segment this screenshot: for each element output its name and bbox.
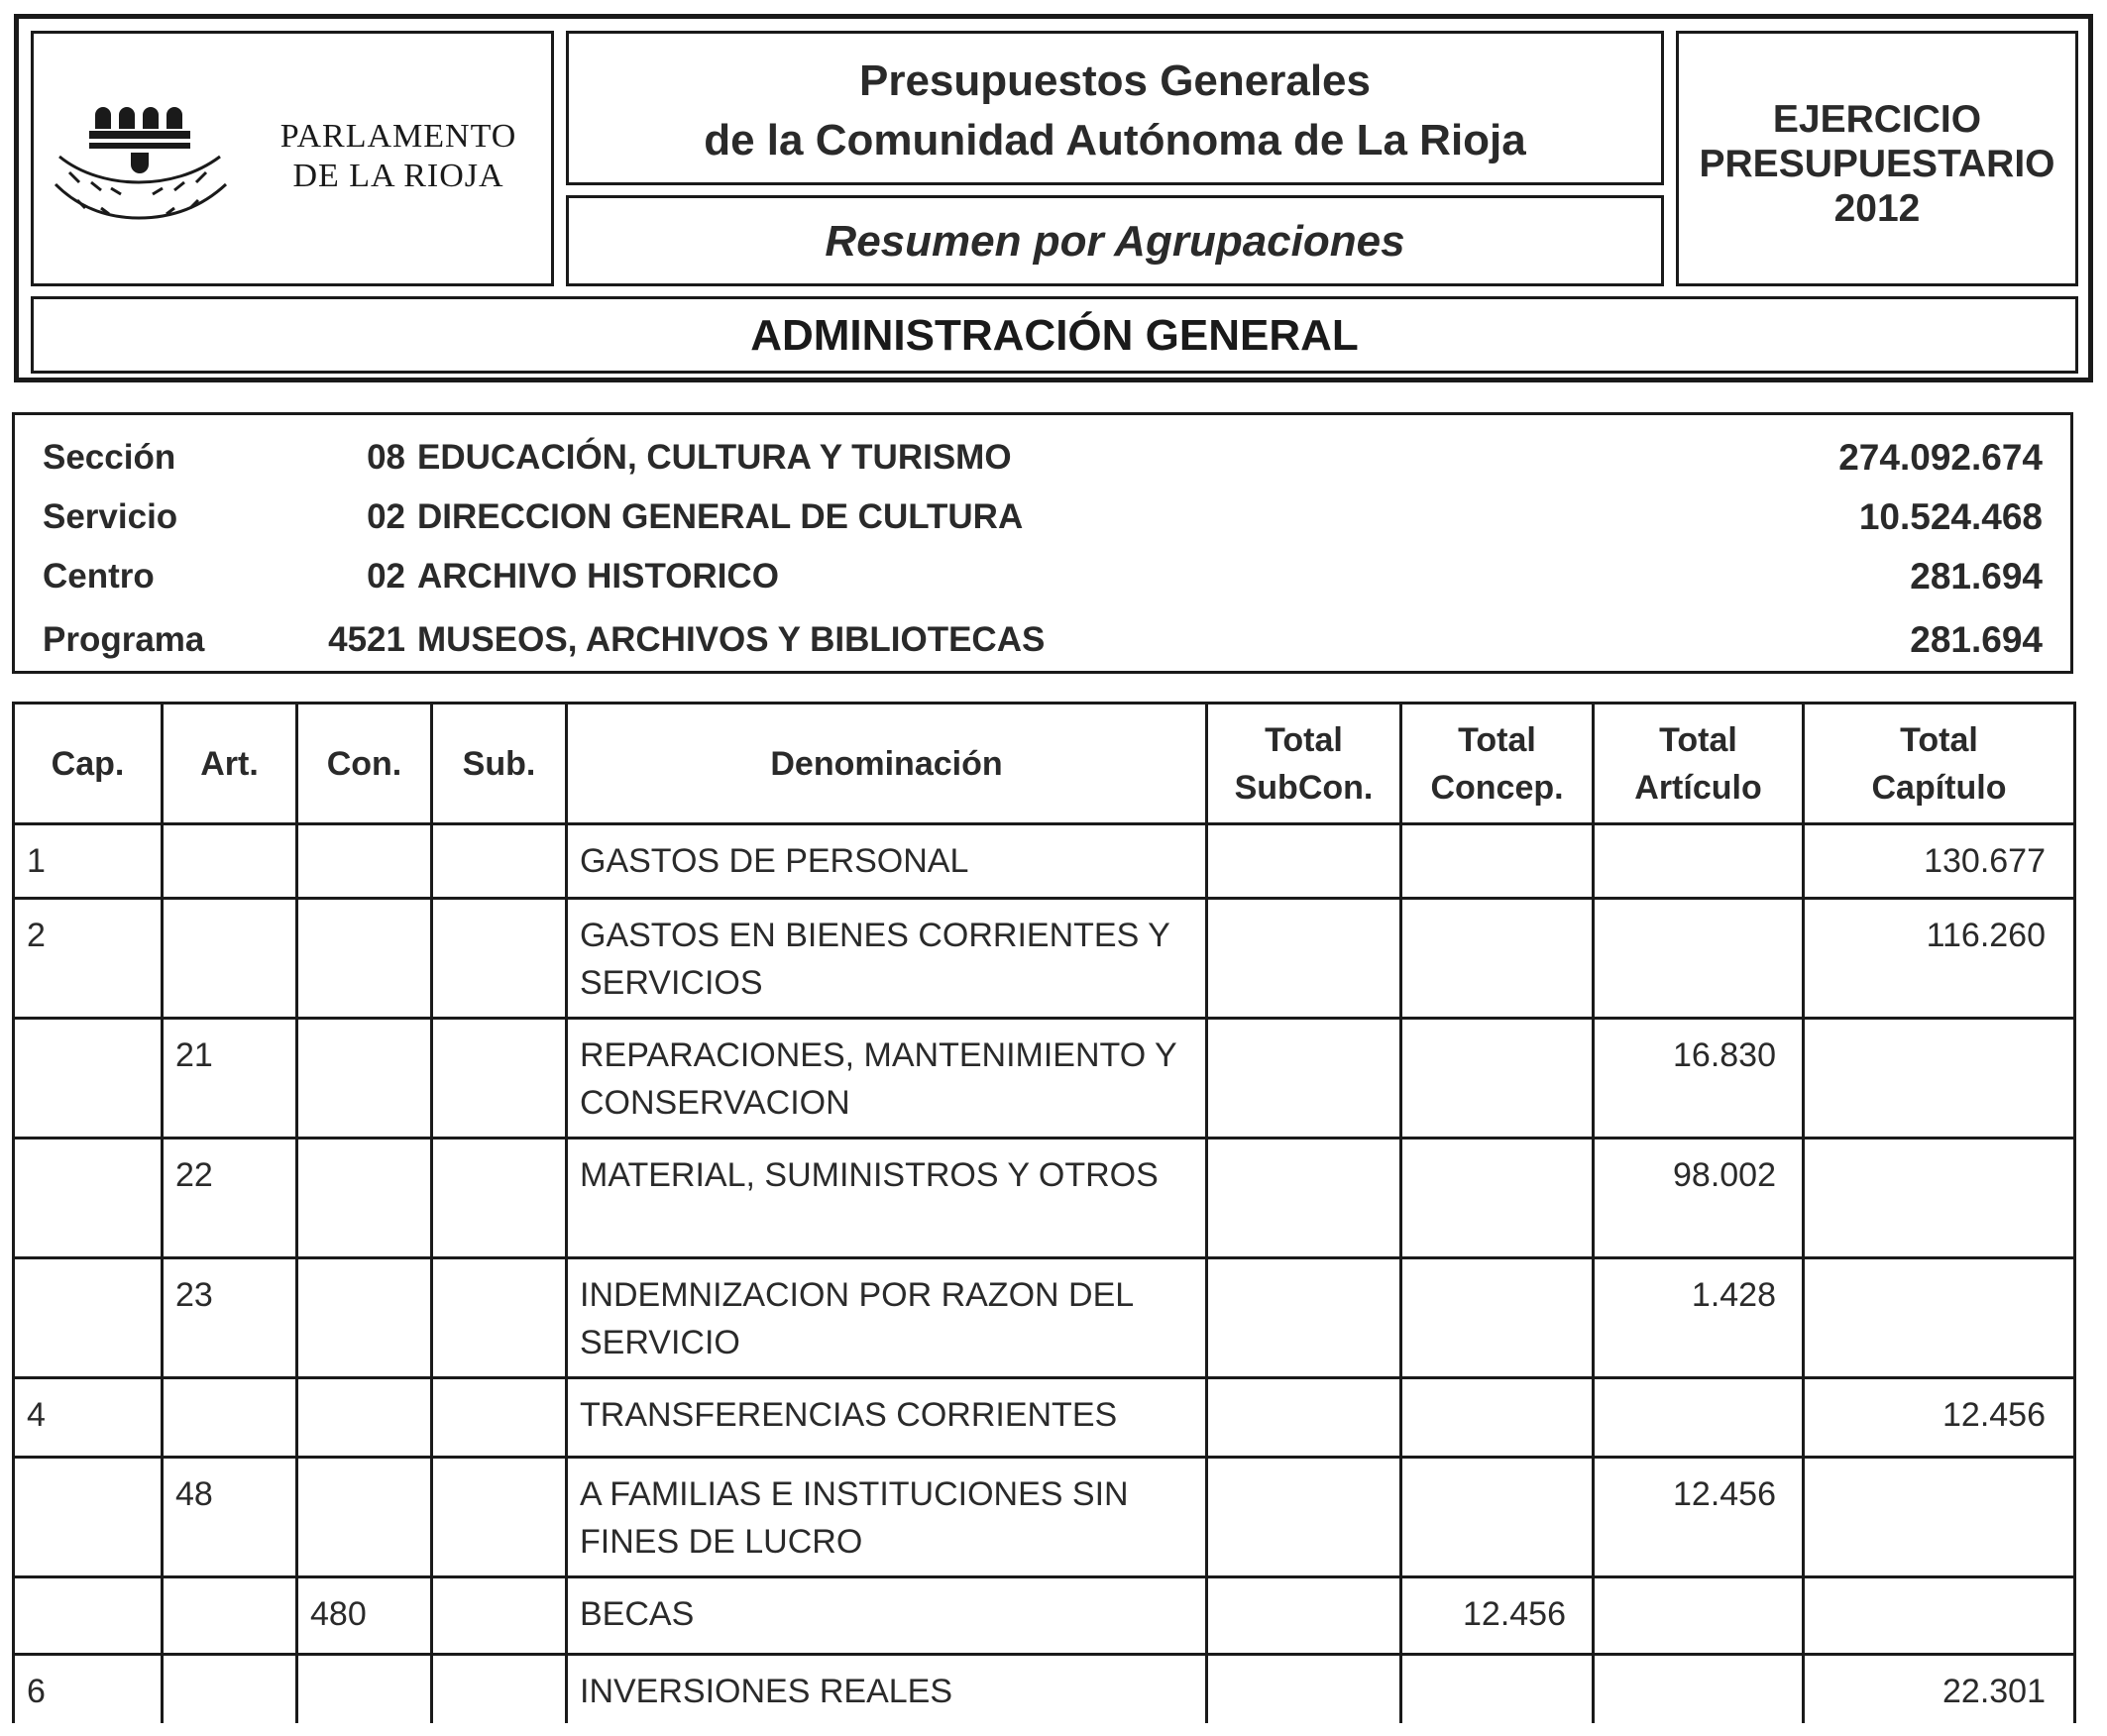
cell-total-concep — [1401, 1655, 1594, 1723]
info-amount: 281.694 — [1910, 619, 2043, 660]
header-total-concep-l1: Total — [1458, 720, 1536, 759]
table-header-row — [14, 704, 2075, 824]
cell-cap: 6 — [14, 1655, 163, 1723]
cell-total-concep — [1401, 1139, 1594, 1258]
cell-art: 48 — [163, 1458, 297, 1577]
cell-total-capitulo — [1804, 1577, 2075, 1655]
budget-title — [569, 52, 1661, 170]
cell-total-concep — [1401, 1378, 1594, 1458]
cell-con — [297, 1378, 432, 1458]
cell-art: 21 — [163, 1019, 297, 1139]
cell-total-articulo — [1594, 1655, 1804, 1723]
table-row — [14, 1019, 2075, 1139]
header-total-articulo-l1: Total — [1659, 720, 1737, 759]
cell-art: 22 — [163, 1139, 297, 1258]
cell-art — [163, 1378, 297, 1458]
cell-con — [297, 1458, 432, 1577]
budget-section-info — [12, 412, 2073, 674]
cell-total-articulo — [1594, 899, 1804, 1019]
cell-total-articulo: 98.002 — [1594, 1139, 1804, 1258]
cell-total-capitulo: 130.677 — [1804, 824, 2075, 899]
fiscal-year-line-1: EJERCICIO — [1772, 98, 1982, 141]
document-header — [14, 14, 2093, 382]
info-description: DIRECCION GENERAL DE CULTURA — [417, 497, 1024, 536]
cell-cap — [14, 1258, 163, 1378]
cell-total-capitulo: 12.456 — [1804, 1378, 2075, 1458]
cell-art: 23 — [163, 1258, 297, 1378]
cell-sub — [432, 899, 567, 1019]
cell-sub — [432, 1019, 567, 1139]
cell-total-concep — [1401, 1019, 1594, 1139]
cell-denominacion: INVERSIONES REALES — [567, 1655, 1207, 1723]
cell-cap: 4 — [14, 1378, 163, 1458]
info-code: 4521 — [328, 620, 405, 659]
cell-denominacion: GASTOS EN BIENES CORRIENTES Y SERVICIOS — [567, 899, 1207, 1019]
info-code: 02 — [367, 557, 405, 596]
header-total-concep-l2: Concep. — [1430, 768, 1564, 807]
cell-total-subcon — [1207, 1139, 1401, 1258]
info-row-programa — [15, 615, 2070, 665]
cell-sub — [432, 824, 567, 899]
title-line-2: de la Comunidad Autónoma de La Rioja — [704, 116, 1526, 164]
cell-art — [163, 899, 297, 1019]
cell-sub — [432, 1258, 567, 1378]
title-line-1: Presupuestos Generales — [858, 56, 1371, 105]
parliament-name — [250, 117, 547, 196]
logo-line-1: PARLAMENTO — [279, 118, 517, 155]
cell-total-concep: 12.456 — [1401, 1577, 1594, 1655]
table-row — [14, 1139, 2075, 1258]
cell-total-subcon — [1207, 1258, 1401, 1378]
table-row — [14, 1458, 2075, 1577]
header-total-capitulo-l1: Total — [1900, 720, 1978, 759]
cell-total-concep — [1401, 1258, 1594, 1378]
info-description: MUSEOS, ARCHIVOS Y BIBLIOTECAS — [417, 620, 1046, 659]
info-label: Sección — [43, 438, 176, 477]
cell-total-subcon — [1207, 1378, 1401, 1458]
cell-total-subcon — [1207, 1458, 1401, 1577]
cell-sub — [432, 1378, 567, 1458]
report-subtitle-box — [566, 195, 1664, 286]
cell-con — [297, 1139, 432, 1258]
header-sub: Sub. — [432, 704, 567, 824]
parliament-logo-box — [31, 31, 554, 286]
header-total-articulo-l2: Artículo — [1634, 768, 1762, 807]
header-cap: Cap. — [14, 704, 163, 824]
cell-denominacion: MATERIAL, SUMINISTROS Y OTROS — [567, 1139, 1207, 1258]
table-row — [14, 899, 2075, 1019]
table-row — [14, 1378, 2075, 1458]
info-row-centro — [15, 552, 2070, 601]
cell-total-subcon — [1207, 899, 1401, 1019]
report-subtitle: Resumen por Agrupaciones — [825, 217, 1405, 266]
cell-con — [297, 1019, 432, 1139]
cell-total-subcon — [1207, 824, 1401, 899]
cell-art — [163, 1655, 297, 1723]
cell-total-subcon — [1207, 1019, 1401, 1139]
info-label: Centro — [43, 557, 155, 596]
cell-total-concep — [1401, 824, 1594, 899]
cell-total-subcon — [1207, 1655, 1401, 1723]
cell-total-articulo: 16.830 — [1594, 1019, 1804, 1139]
header-total-articulo — [1594, 704, 1804, 824]
cell-total-capitulo: 22.301 — [1804, 1655, 2075, 1723]
logo-line-2: DE LA RIOJA — [292, 158, 504, 194]
cell-denominacion: A FAMILIAS E INSTITUCIONES SIN FINES DE LUCRO — [567, 1458, 1207, 1577]
info-amount: 274.092.674 — [1838, 437, 2043, 478]
fiscal-year-value: 2012 — [1833, 187, 1921, 230]
cell-cap: 2 — [14, 899, 163, 1019]
info-code: 02 — [367, 497, 405, 536]
table-row — [14, 824, 2075, 899]
table-row — [14, 1258, 2075, 1378]
fiscal-year-line-2: PRESUPUESTARIO — [1699, 143, 2055, 185]
cell-total-articulo — [1594, 1378, 1804, 1458]
cell-denominacion: REPARACIONES, MANTENIMIENTO Y CONSERVACION — [567, 1019, 1207, 1139]
cell-total-articulo: 1.428 — [1594, 1258, 1804, 1378]
cell-con — [297, 1655, 432, 1723]
header-total-capitulo-l2: Capítulo — [1871, 768, 2007, 807]
cell-total-articulo — [1594, 1577, 1804, 1655]
administration-box — [31, 296, 2078, 374]
budget-table-container — [12, 702, 2073, 1728]
budget-table — [12, 702, 2076, 1723]
fiscal-year-box — [1676, 31, 2078, 286]
administration-title: ADMINISTRACIÓN GENERAL — [750, 311, 1359, 360]
budget-title-box — [566, 31, 1664, 185]
cell-total-capitulo — [1804, 1258, 2075, 1378]
cell-art — [163, 1577, 297, 1655]
cell-sub — [432, 1458, 567, 1577]
cell-total-articulo — [1594, 824, 1804, 899]
table-row — [14, 1577, 2075, 1655]
cell-sub — [432, 1139, 567, 1258]
info-amount: 281.694 — [1910, 556, 2043, 597]
fiscal-year — [1679, 97, 2075, 231]
cell-sub — [432, 1655, 567, 1723]
header-total-subcon-l2: SubCon. — [1234, 768, 1374, 807]
table-row — [14, 1655, 2075, 1723]
header-denominacion: Denominación — [567, 704, 1207, 824]
cell-art — [163, 824, 297, 899]
cell-total-concep — [1401, 899, 1594, 1019]
cell-total-capitulo — [1804, 1139, 2075, 1258]
cell-cap — [14, 1458, 163, 1577]
cell-denominacion: TRANSFERENCIAS CORRIENTES — [567, 1378, 1207, 1458]
info-label: Servicio — [43, 497, 178, 536]
cell-total-capitulo — [1804, 1458, 2075, 1577]
parliament-emblem-icon — [52, 93, 250, 242]
cell-cap — [14, 1019, 163, 1139]
cell-denominacion: GASTOS DE PERSONAL — [567, 824, 1207, 899]
info-description: EDUCACIÓN, CULTURA Y TURISMO — [417, 438, 1012, 477]
header-art: Art. — [163, 704, 297, 824]
info-row-servicio — [15, 492, 2070, 542]
header-total-concep — [1401, 704, 1594, 824]
info-label: Programa — [43, 620, 205, 659]
header-total-capitulo — [1804, 704, 2075, 824]
cell-con: 480 — [297, 1577, 432, 1655]
cell-cap — [14, 1577, 163, 1655]
cell-total-subcon — [1207, 1577, 1401, 1655]
cell-cap: 1 — [14, 824, 163, 899]
cell-con — [297, 824, 432, 899]
cell-con — [297, 1258, 432, 1378]
cell-denominacion: BECAS — [567, 1577, 1207, 1655]
info-row-seccion — [15, 433, 2070, 483]
info-code: 08 — [367, 438, 405, 477]
header-total-subcon-l1: Total — [1265, 720, 1343, 759]
info-description: ARCHIVO HISTORICO — [417, 557, 779, 596]
cell-sub — [432, 1577, 567, 1655]
header-con: Con. — [297, 704, 432, 824]
cell-con — [297, 899, 432, 1019]
cell-cap — [14, 1139, 163, 1258]
cell-total-concep — [1401, 1458, 1594, 1577]
cell-total-capitulo: 116.260 — [1804, 899, 2075, 1019]
info-amount: 10.524.468 — [1858, 496, 2043, 537]
cell-total-capitulo — [1804, 1019, 2075, 1139]
header-total-subcon — [1207, 704, 1401, 824]
cell-denominacion: INDEMNIZACION POR RAZON DEL SERVICIO — [567, 1258, 1207, 1378]
cell-total-articulo: 12.456 — [1594, 1458, 1804, 1577]
